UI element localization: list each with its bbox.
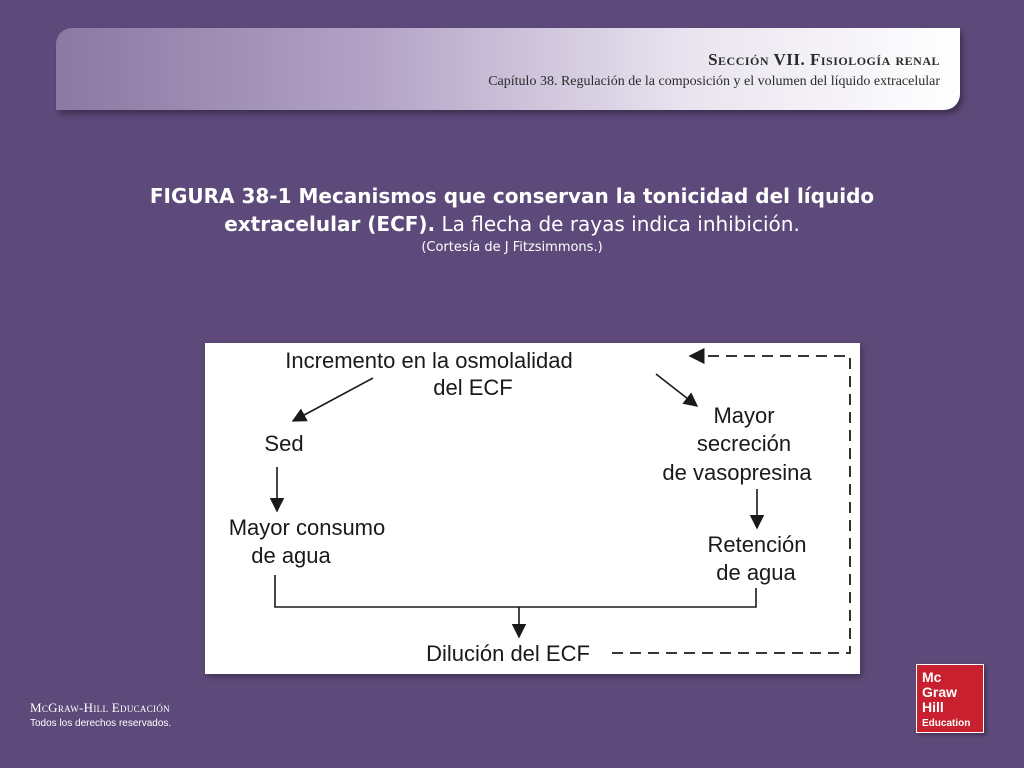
caption-title-line2: extracelular (ECF). [224,212,436,236]
logo-line-hill: Hill [922,699,944,715]
arrow-osmolality-to-thirst [293,378,373,421]
caption-title-line1: FIGURA 38-1 Mecanismos que conservan la tonicidad del líquido [149,184,875,208]
logo-line-mc: Mc [922,669,942,685]
logo-line-graw: Graw [922,684,958,700]
logo-line-education: Education [922,718,971,729]
caption-description: La flecha de rayas indica inhibición. [435,212,800,236]
caption-credit: (Cortesía de J Fitzsimmons.) [421,240,603,255]
flow-diagram-svg [205,343,860,674]
figure-caption [0,182,1024,258]
node-water-intake-line1: Mayor consumo [228,515,386,540]
node-vasopressin-line2: secreción [696,431,792,456]
header-band [56,28,960,110]
node-vasopressin-line1: Mayor [713,403,775,428]
mcgraw-hill-logo [916,664,984,733]
node-vasopressin-line3: de vasopresina [662,460,812,485]
node-water-retention-line2: de agua [716,560,796,585]
node-water-retention-line1: Retención [707,532,807,557]
flow-diagram [205,343,860,674]
node-osmolality-line1: Incremento en la osmolalidad [285,348,573,373]
dashed-inhibition-arrow [612,356,850,653]
footer-rights: Todos los derechos reservados. [30,718,172,729]
footer-brand: McGraw-Hill Educación [30,700,170,715]
chapter-title: Capítulo 38. Regulación de la composición y el volumen del líquido extracelular [488,74,940,89]
node-water-intake-line2: de agua [251,543,331,568]
node-thirst: Sed [264,431,304,456]
arrow-osmolality-to-vasopressin [656,374,697,406]
node-dilution: Dilución del ECF [426,641,590,666]
node-osmolality-line2: del ECF [433,375,513,400]
line-merge-to-dilution [275,575,756,607]
section-title: Sección VII. Fisiología renal [708,50,940,69]
